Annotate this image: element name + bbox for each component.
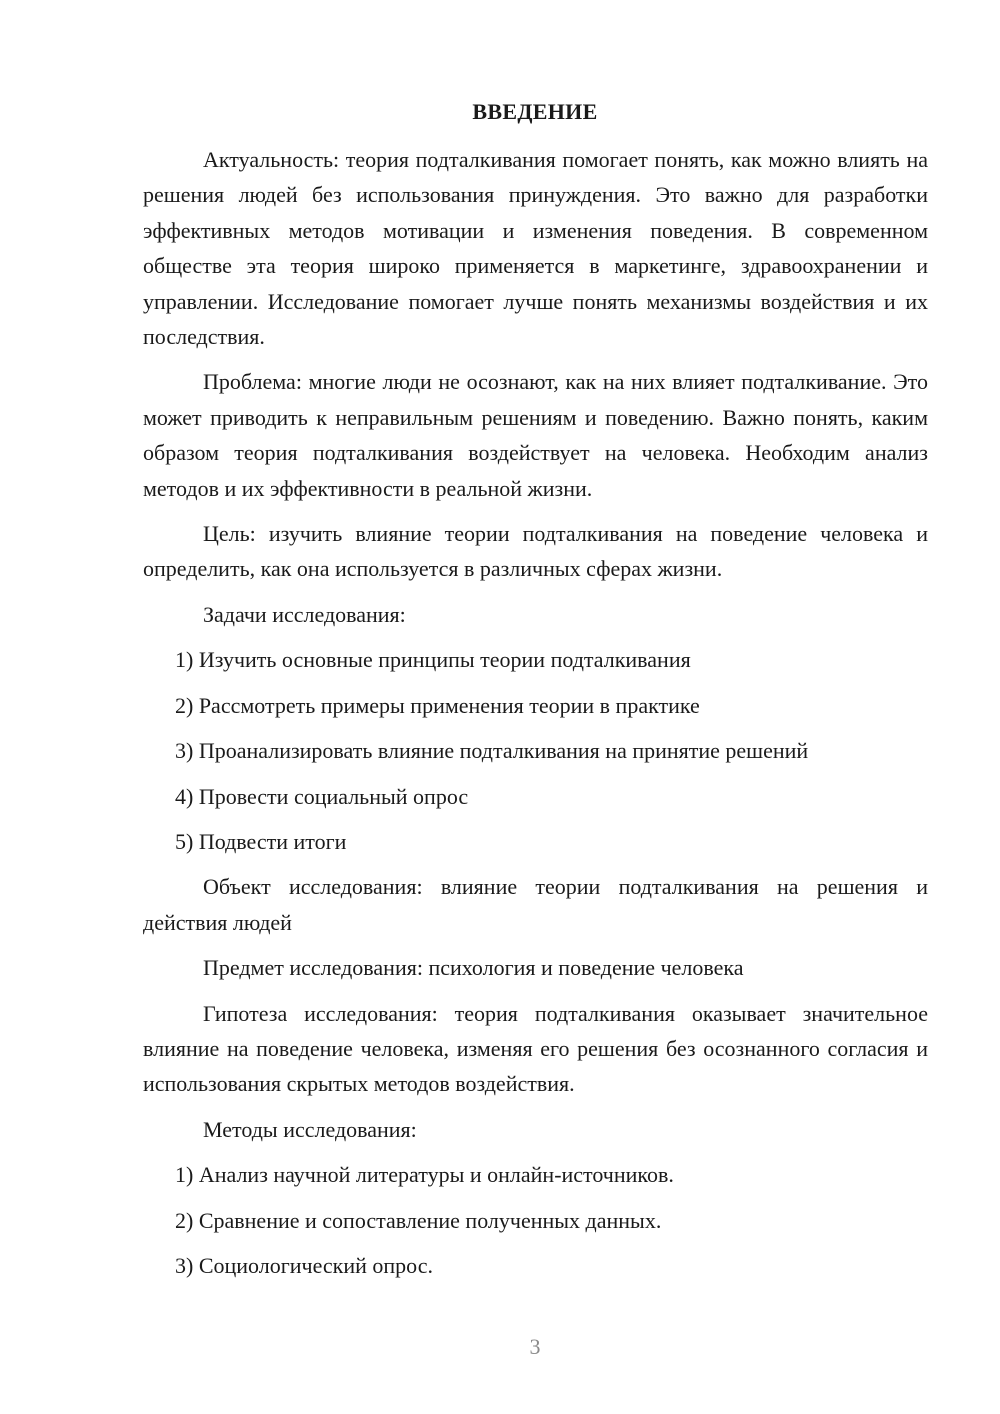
task-item: 2) Рассмотреть примеры применения теории в практике [175,692,700,718]
relevance-paragraph: Актуальность: теория подталкивания помогает понять, как можно влиять на решения людей без использования принуждения. Это важно для разработки эффективных методов мотивации и изменения поведения. В современном обществе эта теория широко применяется в маркетинге, здравоохранении и управлении. Исследование помогает лучше понять механизмы воздействия и их последствия. [143,147,928,350]
object-paragraph: Объект исследования: влияние теории подталкивания на решения и действия людей [143,874,928,935]
document-body [143,142,928,1293]
subject-paragraph: Предмет исследования: психология и поведение человека [203,955,744,981]
tasks-label: Задачи исследования: [203,601,406,627]
goal-paragraph: Цель: изучить влияние теории подталкивания на поведение человека и определить, как она используется в различных сферах жизни. [143,521,928,582]
hypothesis-paragraph: Гипотеза исследования: теория подталкивания оказывает значительное влияние на поведение человека, изменяя его решения без осознанного согласия и использования скрытых методов воздействия. [143,1000,928,1097]
page-number: 3 [529,1334,541,1359]
methods-label: Методы исследования: [203,1116,417,1142]
task-item: 1) Изучить основные принципы теории подталкивания [175,647,691,673]
task-item: 5) Подвести итоги [175,828,347,854]
method-item: 1) Анализ научной литературы и онлайн-источников. [175,1162,674,1188]
method-item: 2) Сравнение и сопоставление полученных данных. [175,1207,662,1233]
task-item: 3) Проанализировать влияние подталкивания на принятие решений [175,738,809,764]
section-heading: ВВЕДЕНИЕ [472,99,598,124]
method-item: 3) Социологический опрос. [175,1252,433,1278]
task-item: 4) Провести социальный опрос [175,783,469,809]
problem-paragraph: Проблема: многие люди не осознают, как на них влияет подталкивание. Это может приводить к неправильным решениям и поведению. Важно понять, каким образом теория подталкивания воздействует на человека. Необходим анализ методов и их эффективности в реальной жизни. [143,369,928,501]
